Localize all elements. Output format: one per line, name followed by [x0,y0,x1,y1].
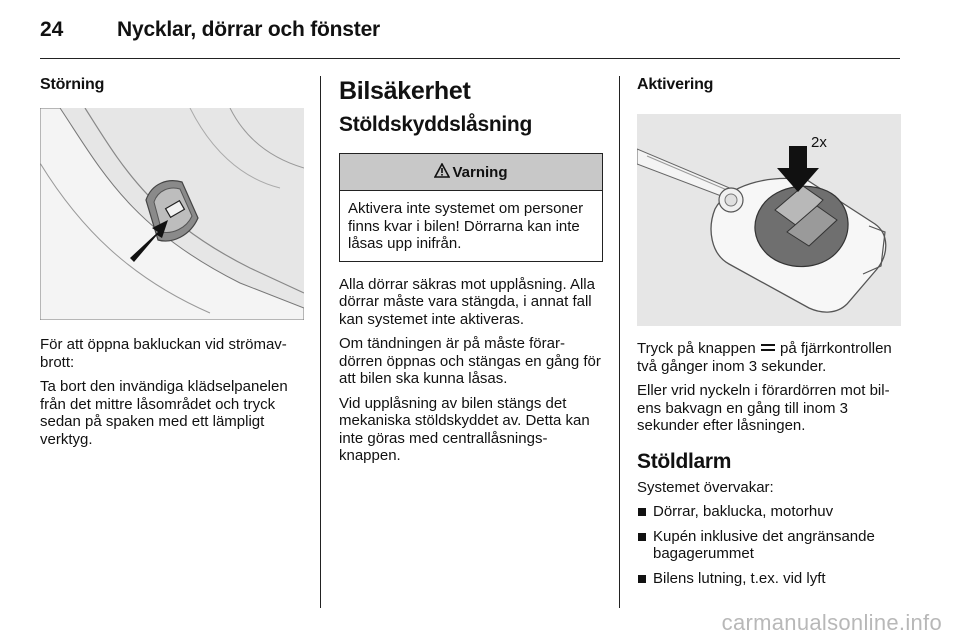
press-button-text [637,340,903,375]
header-rule [40,58,900,59]
chapter-title: Nycklar, dörrar och fönster [117,18,381,41]
section-title-stoldlarm: Stöldlarm [637,449,732,473]
monitored-list [637,503,903,587]
warning-text: Aktivera inte systemet om personer finns kvar i bilen! Dörrarna kan inte låsas upp inifrån. [348,200,584,252]
column-2 [339,76,603,472]
section-heading-aktivering: Aktivering [637,76,714,93]
column-divider-1 [320,76,321,608]
page-header [40,18,902,50]
press-button-text-end: på fjärrkontrollen två gånger inom 3 sekunder. [637,340,892,375]
column-divider-2 [619,76,620,608]
key-fob-figure [637,114,901,326]
ignition-text: Om tändningen är på måste förardörren öppnas och stängas en gång för att bilen ska kunna låsas. [339,335,601,387]
trunk-lever-figure [40,108,304,320]
press-button-text-start: Tryck på knappen [637,340,756,357]
monitors-label: Systemet övervakar: [637,478,774,496]
list-item: Bilens lutning, t.ex. vid lyft [637,570,903,588]
column-1 [40,76,304,455]
list-item: Dörrar, baklucka, motorhuv [637,503,903,521]
key-fob-illustration [637,114,901,326]
warning-title: Varning [452,163,508,181]
turn-key-text: Eller vrid nyckeln i förardörren mot bilens bakvagn en gång till inom 3 sekunder efter låsningen. [637,382,890,435]
section-subtitle-stoldskyddslasning: Stöldskyddslåsning [339,113,532,136]
section-title-bilsakerhet: Bilsäkerhet [339,77,471,105]
column-3 [637,76,903,594]
watermark: carmanualsonline.info [721,610,942,635]
press-count-label: 2x [811,134,827,151]
warning-header [340,154,602,191]
lock-button-icon [760,340,776,358]
remove-panel-text: Ta bort den invändiga klädselpanelen från det mittre låsområdet och tryck sedan på spaken med ett lämpligt verktyg. [40,378,288,448]
power-failure-text: För att öppna bakluckan vid strömavbrott: [40,336,287,371]
page-number: 24 [40,18,64,41]
list-item: Kupén inklusive det angränsande bagagerummet [637,528,903,563]
trunk-lever-illustration [40,108,304,320]
warning-triangle-icon [434,163,450,182]
doors-secured-text: Alla dörrar säkras mot upplåsning. Alla dörrar måste vara stängda, i annat fall kan systemet inte aktiveras. [339,275,595,328]
section-heading-storning: Störning [40,76,105,93]
unlock-text: Vid upplåsning av bilen stängs det mekaniska stöldskyddet av. Detta kan inte göras med centrallåsningsknappen. [339,394,590,464]
warning-box [339,153,603,262]
